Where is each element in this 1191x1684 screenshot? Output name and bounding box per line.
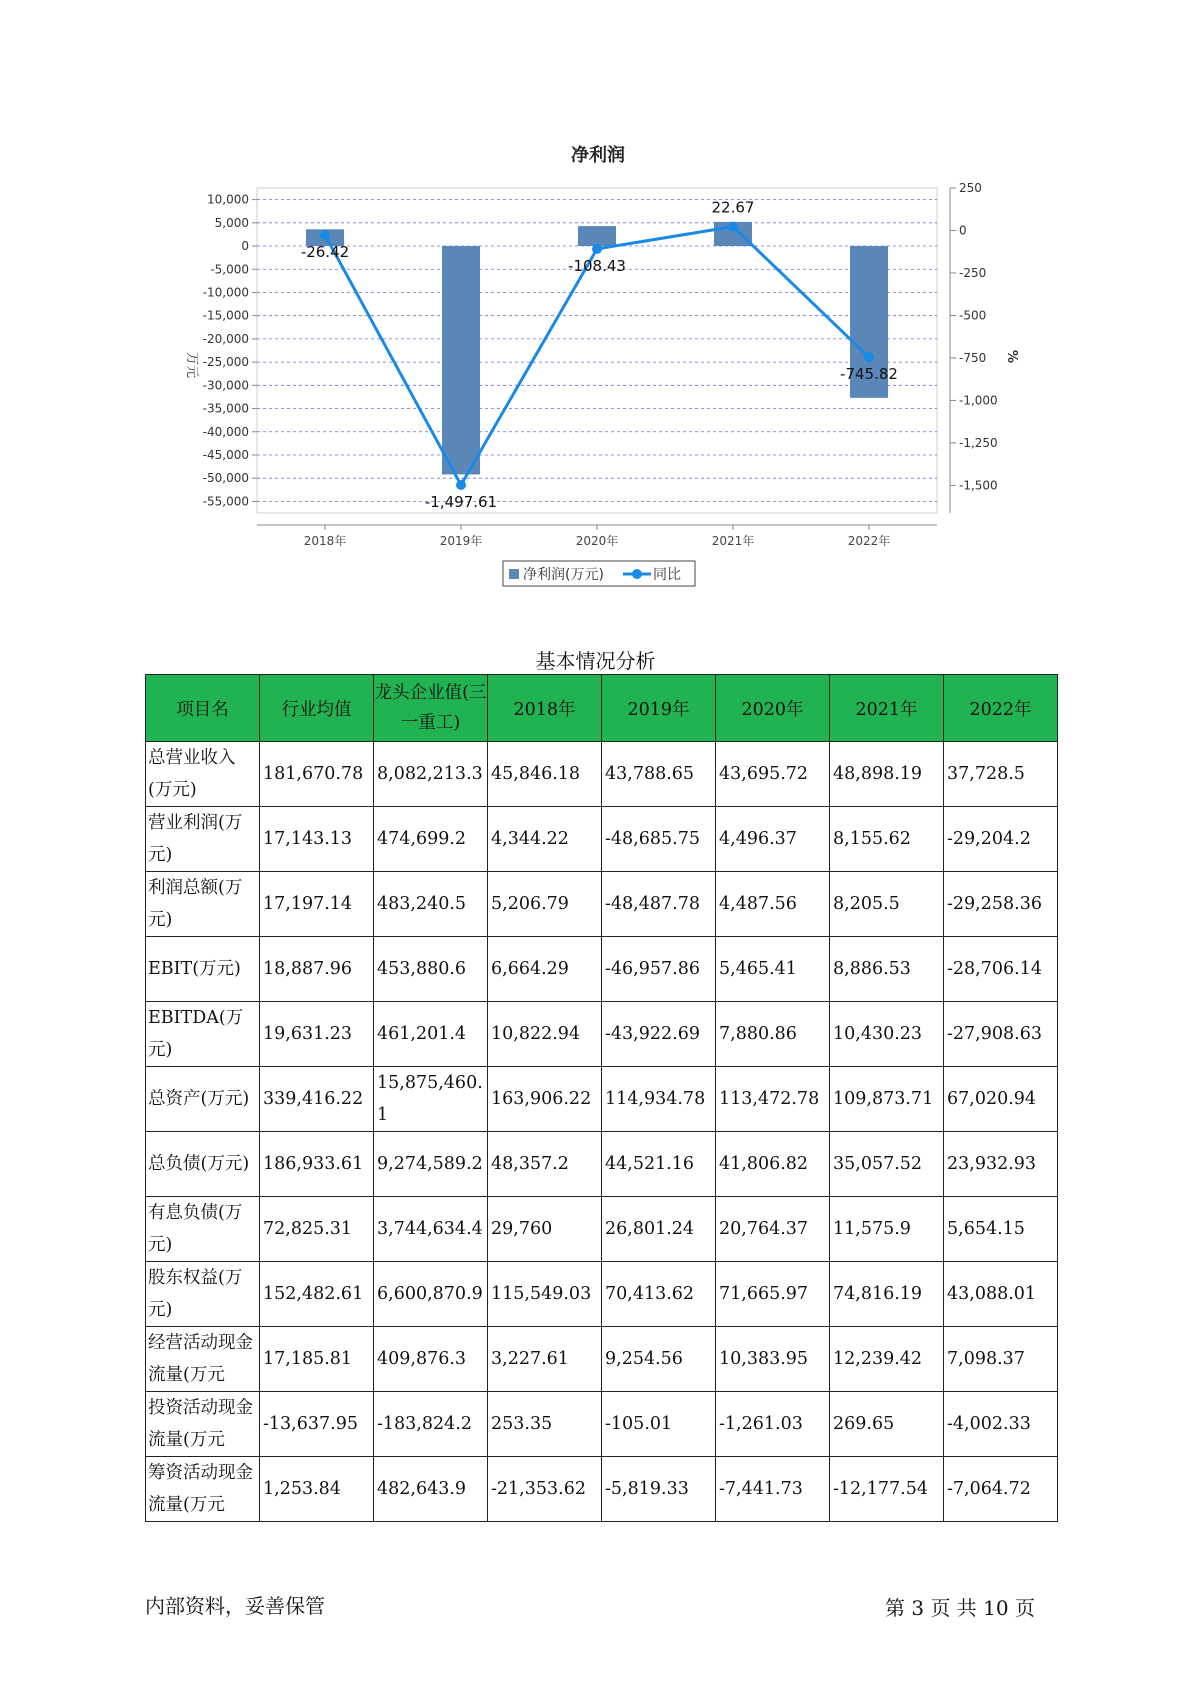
- table-cell: 48,357.2: [488, 1132, 602, 1197]
- table-cell: -4,002.33: [944, 1392, 1058, 1457]
- table-cell: 44,521.16: [602, 1132, 716, 1197]
- table-cell: -27,908.63: [944, 1002, 1058, 1067]
- y-tick-label-left: 10,000: [207, 192, 249, 207]
- table-cell: 114,934.78: [602, 1067, 716, 1132]
- table-cell: 10,383.95: [716, 1327, 830, 1392]
- yoy-data-label: 22.67: [711, 198, 755, 217]
- header-leader-value: 龙头企业值(三一重工): [374, 675, 488, 742]
- y-tick-label-left: -10,000: [202, 285, 249, 300]
- table-row: [146, 1067, 1058, 1132]
- table-cell: 115,549.03: [488, 1262, 602, 1327]
- y-tick-label-left: -15,000: [202, 308, 249, 323]
- table-row: [146, 1457, 1058, 1522]
- y-tick-label-right: -1,500: [959, 478, 998, 493]
- table-cell: 109,873.71: [830, 1067, 944, 1132]
- footer-page-number: 第 3 页 共 10 页: [885, 1596, 1035, 1620]
- legend-line-marker: [632, 569, 642, 579]
- y-tick-label-right: -500: [959, 308, 987, 323]
- table-cell: -183,824.2: [374, 1392, 488, 1457]
- row-label: 投资活动现金流量(万元: [146, 1392, 260, 1457]
- row-label: 总资产(万元): [146, 1067, 260, 1132]
- table-cell: 15,875,460.1: [374, 1067, 488, 1132]
- header-2021: 2021年: [830, 675, 944, 742]
- yoy-data-label: -1,497.61: [424, 492, 498, 511]
- bar: [578, 226, 616, 246]
- table-cell: 8,155.62: [830, 807, 944, 872]
- table-cell: 253.35: [488, 1392, 602, 1457]
- table-cell: 269.65: [830, 1392, 944, 1457]
- table-cell: 5,654.15: [944, 1197, 1058, 1262]
- bar: [442, 246, 480, 474]
- table-cell: 70,413.62: [602, 1262, 716, 1327]
- table-cell: 45,846.18: [488, 742, 602, 807]
- net-profit-chart: [0, 0, 1191, 620]
- table-cell: -46,957.86: [602, 937, 716, 1002]
- header-industry-avg: 行业均值: [260, 675, 374, 742]
- table-cell: 43,695.72: [716, 742, 830, 807]
- table-cell: 9,254.56: [602, 1327, 716, 1392]
- table-cell: 113,472.78: [716, 1067, 830, 1132]
- yoy-point: [864, 352, 874, 362]
- table-cell: 41,806.82: [716, 1132, 830, 1197]
- table-cell: -1,261.03: [716, 1392, 830, 1457]
- table-row: [146, 1392, 1058, 1457]
- header-2019: 2019年: [602, 675, 716, 742]
- y-tick-label-right: -1,250: [959, 435, 998, 450]
- table-cell: 8,082,213.3: [374, 742, 488, 807]
- y-tick-label-left: -40,000: [202, 424, 249, 439]
- y-tick-label-left: -55,000: [202, 494, 249, 509]
- table-cell: 163,906.22: [488, 1067, 602, 1132]
- header-2022: 2022年: [944, 675, 1058, 742]
- legend-bar-label: 净利润(万元): [523, 567, 604, 583]
- table-cell: 3,227.61: [488, 1327, 602, 1392]
- x-tick-label: 2020年: [575, 534, 619, 548]
- x-tick-label: 2018年: [303, 534, 347, 548]
- yoy-data-label: -745.82: [840, 365, 898, 384]
- yoy-point: [728, 222, 738, 232]
- table-row: [146, 1327, 1058, 1392]
- table-cell: 152,482.61: [260, 1262, 374, 1327]
- table-cell: -7,441.73: [716, 1457, 830, 1522]
- row-label: EBIT(万元): [146, 937, 260, 1002]
- y-tick-label-left: 0: [241, 239, 249, 254]
- y-axis-title-left: 万元: [184, 352, 199, 379]
- table-cell: 8,886.53: [830, 937, 944, 1002]
- x-tick-label: 2022年: [847, 534, 891, 548]
- table-cell: 7,880.86: [716, 1002, 830, 1067]
- table-cell: -48,487.78: [602, 872, 716, 937]
- table-cell: 482,643.9: [374, 1457, 488, 1522]
- basic-analysis-table: [145, 674, 1058, 1522]
- chart-title: 净利润: [571, 145, 625, 166]
- row-label: 有息负债(万元): [146, 1197, 260, 1262]
- row-label: 营业利润(万元): [146, 807, 260, 872]
- table-cell: 339,416.22: [260, 1067, 374, 1132]
- row-label: 总营业收入(万元): [146, 742, 260, 807]
- table-cell: 474,699.2: [374, 807, 488, 872]
- table-cell: -29,204.2: [944, 807, 1058, 872]
- table-header-row: [146, 675, 1058, 742]
- table-cell: 483,240.5: [374, 872, 488, 937]
- x-tick-label: 2019年: [439, 534, 483, 548]
- yoy-data-label: -26.42: [300, 242, 350, 261]
- table-cell: 35,057.52: [830, 1132, 944, 1197]
- table-cell: 181,670.78: [260, 742, 374, 807]
- y-tick-label-left: -25,000: [202, 355, 249, 370]
- table-cell: 37,728.5: [944, 742, 1058, 807]
- table-cell: 4,344.22: [488, 807, 602, 872]
- table-cell: 461,201.4: [374, 1002, 488, 1067]
- header-2018: 2018年: [488, 675, 602, 742]
- y-tick-label-right: 0: [959, 223, 967, 238]
- y-tick-label-left: -45,000: [202, 447, 249, 462]
- table-cell: -7,064.72: [944, 1457, 1058, 1522]
- table-cell: 4,496.37: [716, 807, 830, 872]
- table-cell: 20,764.37: [716, 1197, 830, 1262]
- row-label: EBITDA(万元): [146, 1002, 260, 1067]
- footer-confidential: 内部资料，妥善保管: [145, 1594, 325, 1618]
- table-cell: 9,274,589.2: [374, 1132, 488, 1197]
- table-row: [146, 1197, 1058, 1262]
- row-label: 筹资活动现金流量(万元: [146, 1457, 260, 1522]
- table-cell: -12,177.54: [830, 1457, 944, 1522]
- table-cell: -28,706.14: [944, 937, 1058, 1002]
- table-cell: -105.01: [602, 1392, 716, 1457]
- table-cell: 74,816.19: [830, 1262, 944, 1327]
- legend-bar-swatch: [509, 569, 519, 579]
- table-cell: 6,664.29: [488, 937, 602, 1002]
- table-cell: 17,143.13: [260, 807, 374, 872]
- table-cell: 29,760: [488, 1197, 602, 1262]
- legend-line-label: 同比: [653, 567, 681, 583]
- y-tick-label-left: 5,000: [214, 215, 249, 230]
- table-cell: 72,825.31: [260, 1197, 374, 1262]
- table-cell: 8,205.5: [830, 872, 944, 937]
- table-cell: 43,788.65: [602, 742, 716, 807]
- table-cell: -43,922.69: [602, 1002, 716, 1067]
- table-cell: 186,933.61: [260, 1132, 374, 1197]
- yoy-data-label: -108.43: [568, 256, 626, 275]
- table-cell: -21,353.62: [488, 1457, 602, 1522]
- table-row: [146, 742, 1058, 807]
- table-cell: -48,685.75: [602, 807, 716, 872]
- header-2020: 2020年: [716, 675, 830, 742]
- y-tick-label-left: -50,000: [202, 471, 249, 486]
- yoy-point: [456, 480, 466, 490]
- table-row: [146, 1262, 1058, 1327]
- y-tick-label-left: -20,000: [202, 331, 249, 346]
- yoy-point: [592, 244, 602, 254]
- table-row: [146, 1132, 1058, 1197]
- table-cell: 26,801.24: [602, 1197, 716, 1262]
- y-tick-label-right: -1,000: [959, 393, 998, 408]
- row-label: 股东权益(万元): [146, 1262, 260, 1327]
- table-cell: 4,487.56: [716, 872, 830, 937]
- table-cell: 6,600,870.9: [374, 1262, 488, 1327]
- row-label: 利润总额(万元): [146, 872, 260, 937]
- table-cell: 10,822.94: [488, 1002, 602, 1067]
- table-cell: 3,744,634.4: [374, 1197, 488, 1262]
- y-tick-label-left: -5,000: [210, 262, 249, 277]
- table-row: [146, 807, 1058, 872]
- table-cell: -5,819.33: [602, 1457, 716, 1522]
- header-item-name: 项目名: [146, 675, 260, 742]
- yoy-point: [320, 230, 330, 240]
- row-label: 总负债(万元): [146, 1132, 260, 1197]
- table-cell: 409,876.3: [374, 1327, 488, 1392]
- table-cell: 453,880.6: [374, 937, 488, 1002]
- y-tick-label-left: -35,000: [202, 401, 249, 416]
- table-row: [146, 872, 1058, 937]
- table-row: [146, 937, 1058, 1002]
- y-tick-label-left: -30,000: [202, 378, 249, 393]
- table-cell: 19,631.23: [260, 1002, 374, 1067]
- table-cell: 5,206.79: [488, 872, 602, 937]
- table-cell: 17,197.14: [260, 872, 374, 937]
- table-title: 基本情况分析: [535, 649, 656, 673]
- table-cell: 23,932.93: [944, 1132, 1058, 1197]
- table-cell: 48,898.19: [830, 742, 944, 807]
- y-tick-label-right: -250: [959, 265, 987, 280]
- table-cell: 12,239.42: [830, 1327, 944, 1392]
- table-cell: 7,098.37: [944, 1327, 1058, 1392]
- y-tick-label-right: -750: [959, 350, 987, 365]
- y-tick-label-right: 250: [959, 181, 982, 195]
- x-tick-label: 2021年: [711, 534, 755, 548]
- table-cell: 17,185.81: [260, 1327, 374, 1392]
- table-cell: 67,020.94: [944, 1067, 1058, 1132]
- table-cell: -13,637.95: [260, 1392, 374, 1457]
- table-cell: 10,430.23: [830, 1002, 944, 1067]
- table-cell: 18,887.96: [260, 937, 374, 1002]
- table-cell: 71,665.97: [716, 1262, 830, 1327]
- table-cell: -29,258.36: [944, 872, 1058, 937]
- table-cell: 11,575.9: [830, 1197, 944, 1262]
- row-label: 经营活动现金流量(万元: [146, 1327, 260, 1392]
- table-cell: 1,253.84: [260, 1457, 374, 1522]
- table-cell: 43,088.01: [944, 1262, 1058, 1327]
- y-axis-title-right: %: [1004, 350, 1019, 364]
- table-cell: 5,465.41: [716, 937, 830, 1002]
- table-row: [146, 1002, 1058, 1067]
